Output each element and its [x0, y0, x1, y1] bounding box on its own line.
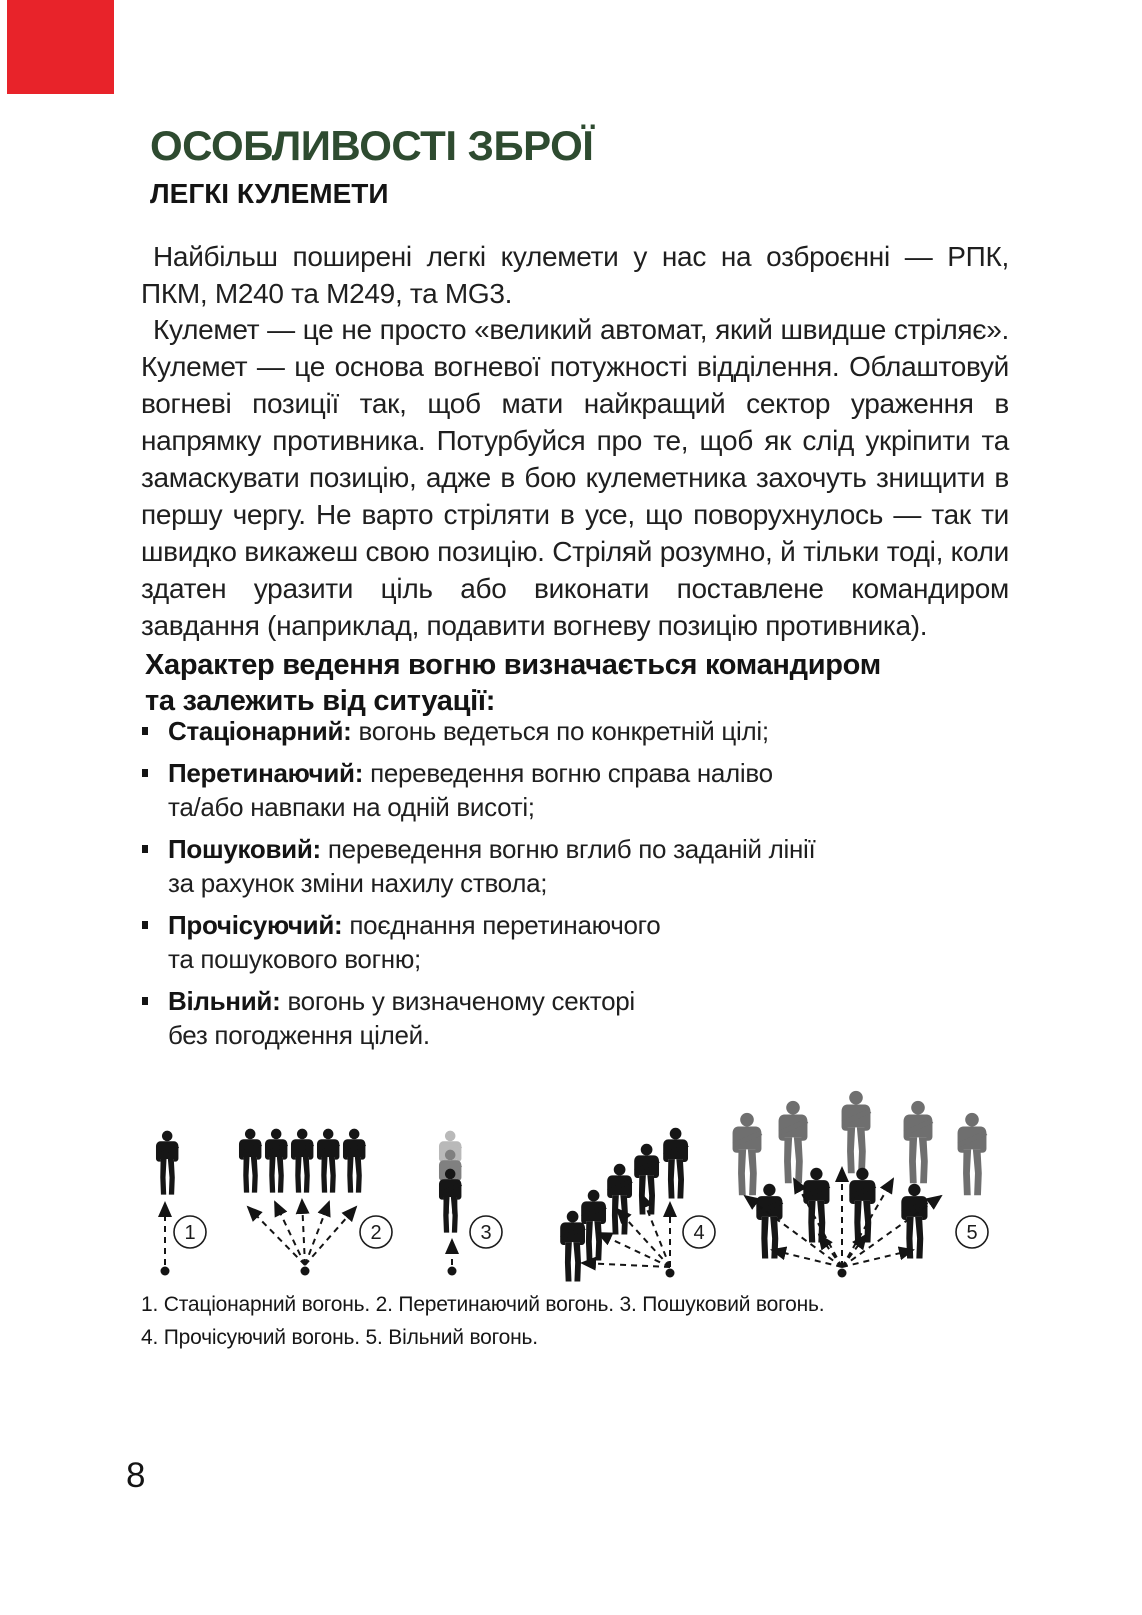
bullet-marker-icon	[142, 845, 148, 853]
fire-mode-item-traversing	[140, 756, 1020, 824]
figure-number-badge	[683, 1216, 715, 1248]
firing-point-dot	[666, 1269, 675, 1278]
pattern-group-5	[733, 1091, 988, 1278]
soldier-silhouette	[317, 1129, 340, 1193]
fire-arrow	[302, 1200, 305, 1265]
firing-point-dot	[448, 1267, 457, 1276]
figure-number-badge	[956, 1216, 988, 1248]
fire-mode-desc-line2: без погодження цілей.	[168, 1020, 430, 1050]
chapter-corner-tab	[7, 0, 114, 94]
fire-mode-desc: переведення вогню вглиб по заданій лінії	[327, 834, 816, 864]
pattern-group-4	[560, 1128, 689, 1282]
fire-patterns-figure	[135, 1072, 1015, 1290]
soldier-silhouette	[849, 1168, 876, 1243]
figure-caption	[141, 1288, 1021, 1354]
soldier-silhouette	[958, 1113, 988, 1195]
svg-text:5: 5	[966, 1222, 978, 1244]
fire-mode-item-free	[140, 984, 1020, 1052]
bullet-marker-icon	[142, 921, 148, 929]
fire-arrow	[248, 1207, 305, 1265]
fire-mode-item-sweeping	[140, 908, 1020, 976]
svg-text:2: 2	[370, 1222, 382, 1244]
soldier-silhouette	[634, 1144, 660, 1215]
fire-mode-desc-line2: за рахунок зміни нахилу ствола;	[168, 868, 548, 898]
fire-mode-term: Прочісуючий:	[168, 910, 343, 940]
fire-arrow	[305, 1202, 329, 1265]
fire-mode-term: Пошуковий:	[168, 834, 321, 864]
figure-number-badge	[174, 1216, 206, 1248]
soldier-silhouette	[663, 1128, 689, 1199]
fire-mode-term: Стаціонарний:	[168, 716, 352, 746]
soldier-silhouette	[779, 1101, 809, 1183]
fire-arrow	[598, 1233, 670, 1267]
svg-text:4: 4	[693, 1222, 705, 1244]
fire-mode-item-searching	[140, 832, 1020, 900]
fire-mode-desc: переведення вогню справа наліво	[370, 758, 773, 788]
bullet-marker-icon	[142, 727, 148, 735]
svg-text:1: 1	[184, 1222, 196, 1244]
fire-mode-item-stationary	[140, 714, 1020, 748]
page-subtitle: ЛЕГКІ КУЛЕМЕТИ	[150, 178, 389, 209]
fire-modes-heading-line1: Характер ведення вогню визначається командиром	[145, 649, 881, 681]
soldier-silhouette	[733, 1113, 763, 1195]
fire-mode-desc: вогонь у визначеному секторі	[287, 986, 635, 1016]
fire-modes-heading	[145, 647, 1025, 719]
fire-arrow	[617, 1209, 670, 1267]
soldier-silhouette	[904, 1101, 934, 1183]
firing-point-dot	[301, 1267, 310, 1276]
figure-caption-line2: 4. Прочісуючий вогонь. 5. Вільний вогонь.	[141, 1326, 538, 1349]
figure-caption-line1: 1. Стаціонарний вогонь. 2. Перетинаючий вогонь. 3. Пошуковий вогонь.	[141, 1293, 825, 1316]
pattern-group-3	[439, 1131, 462, 1276]
figure-number-badge	[470, 1216, 502, 1248]
fire-modes-list	[140, 714, 1020, 1060]
soldier-silhouette	[842, 1091, 872, 1173]
fire-mode-term: Вільний:	[168, 986, 281, 1016]
soldier-silhouette	[343, 1129, 366, 1193]
bullet-marker-icon	[142, 769, 148, 777]
soldier-silhouette	[156, 1131, 179, 1195]
firing-point-dot	[838, 1269, 847, 1278]
figure-number-badge	[360, 1216, 392, 1248]
pattern-group-1	[156, 1131, 179, 1276]
fire-mode-desc-line2: та пошукового вогню;	[168, 944, 421, 974]
intro-paragraph-1: Найбільш поширені легкі кулемети у нас на озброєнні — РПК, ПКМ, М240 та М249, та MG3.	[141, 241, 1009, 309]
svg-text:3: 3	[480, 1222, 492, 1244]
fire-mode-desc-line2: та/або навпаки на одній висоті;	[168, 792, 535, 822]
soldier-silhouette	[581, 1190, 607, 1261]
fire-arrow	[745, 1196, 842, 1267]
pattern-group-2	[239, 1129, 366, 1276]
fire-arrow	[305, 1207, 356, 1265]
soldier-silhouette	[239, 1129, 262, 1193]
fire-mode-desc: вогонь ведеться по конкретній цілі;	[358, 716, 769, 746]
fire-arrow	[275, 1202, 305, 1265]
soldier-silhouette	[265, 1129, 288, 1193]
fire-mode-desc: поєднання перетинаючого	[349, 910, 661, 940]
intro-paragraph-2: Кулемет — це не просто «великий автомат, який швидше стріляє». Кулемет — це основа вогневої потужності відділення. Облаштовуй вогневі позиції так, щоб мати найкращий сектор ураження в напрямку противника. Потурбуйся про те, щоб як слід укріпити та замаскувати позицію, адже в бою кулеметника захочуть знищити в першу чергу. Не варто стріляти в усе, що поворухнулось — так ти швидко викажеш свою позицію. Стріляй розумно, й тільки тоді, коли здатен уразити ціль або виконати поставлене командиром завдання (наприклад, подавити вогневу позицію противника).	[141, 314, 1009, 641]
soldier-silhouette	[607, 1164, 633, 1235]
page-number: 8	[126, 1456, 146, 1495]
fire-arrow	[582, 1263, 670, 1267]
fire-mode-term: Перетинаючий:	[168, 758, 364, 788]
page-title: ОСОБЛИВОСТІ ЗБРОЇ	[150, 122, 594, 169]
fire-modes-heading-line2: та залежить від ситуації:	[145, 685, 496, 717]
soldier-silhouette	[291, 1129, 314, 1193]
firing-point-dot	[161, 1267, 170, 1276]
bullet-marker-icon	[142, 997, 148, 1005]
